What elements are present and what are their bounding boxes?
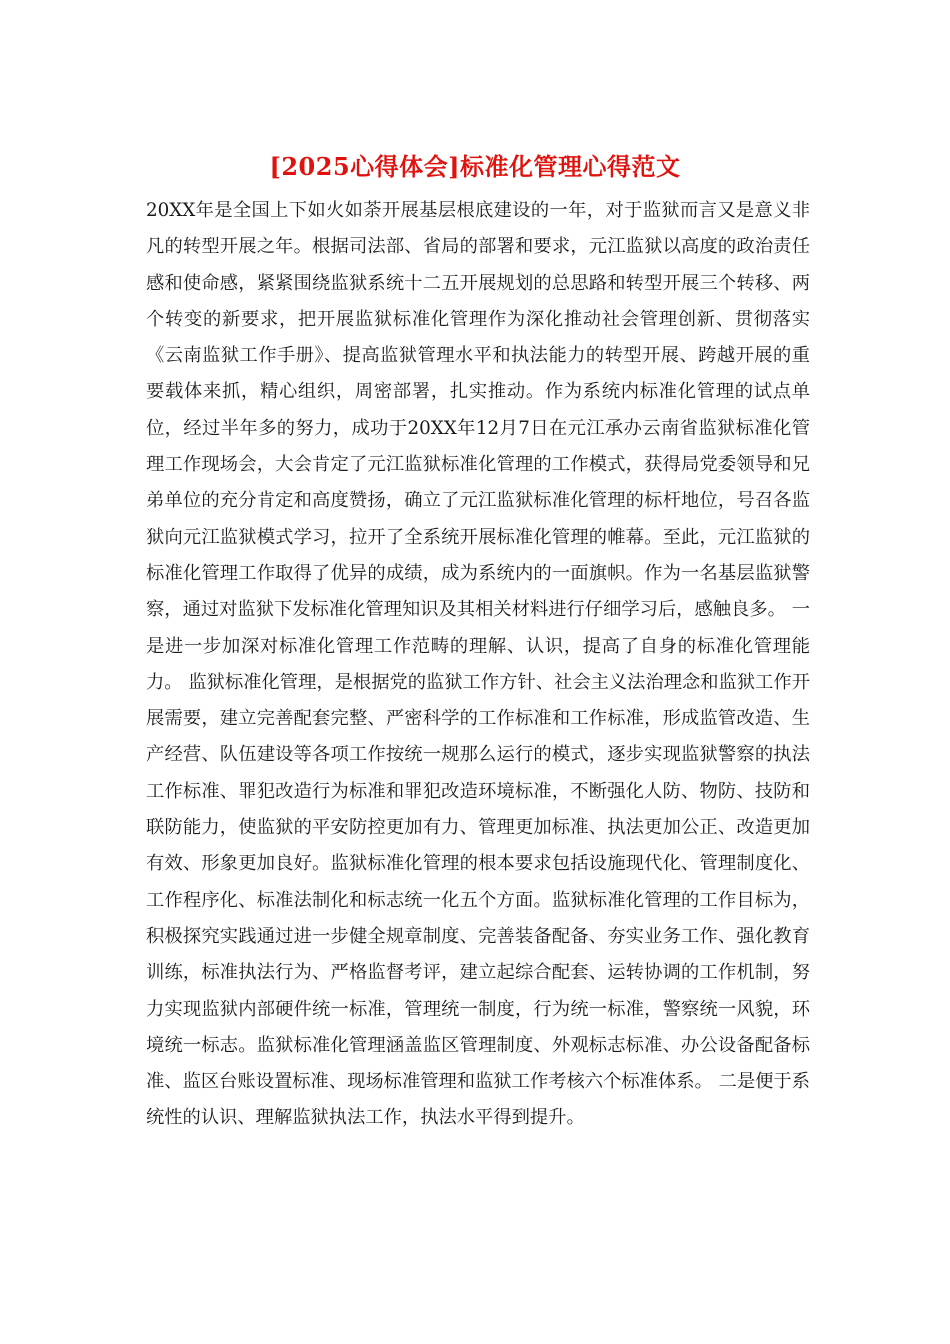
document-body-paragraph: 20XX年是全国上下如火如荼开展基层根底建设的一年，对于监狱而言又是意义非凡的转型开展之年。根据司法部、省局的部署和要求，元江监狱以高度的政治责任感和使命感，紧紧围绕监狱系统十二五开展规划的总思路和转型开展三个转移、两个转变的新要求，把开展监狱标准化管理作为深化推动社会管理创新、贯彻落实《云南监狱工作手册》、提高监狱管理水平和执法能力的转型开展、跨越开展的重要载体来抓，精心组织，周密部署，扎实推动。作为系统内标准化管理的试点单位，经过半年多的努力，成功于20XX年12月7日在元江承办云南省监狱标准化管理工作现场会，大会肯定了元江监狱标准化管理的工作模式，获得局党委领导和兄弟单位的充分肯定和高度赞扬，确立了元江监狱标准化管理的标杆地位，号召各监狱向元江监狱模式学习，拉开了全系统开展标准化管理的帷幕。至此，元江监狱的标准化管理工作取得了优异的成绩，成为系统内的一面旗帜。作为一名基层监狱警察，通过对监狱下发标准化管理知识及其相关材料进行仔细学习后，感触良多。 一是进一步加深对标准化管理工作范畴的理解、认识，提高了自身的标准化管理能力。 监狱标准化管理，是根据党的监狱工作方针、社会主义法治理念和监狱工作开展需要，建立完善配套完整、严密科学的工作标准和工作标准，形成监管改造、生产经营、队伍建设等各项工作按统一规那么运行的模式，逐步实现监狱警察的执法工作标准、罪犯改造行为标准和罪犯改造环境标准，不断强化人防、物防、技防和联防能力，使监狱的平安防控更加有力、管理更加标准、执法更加公正、改造更加有效、形象更加良好。监狱标准化管理的根本要求包括设施现代化、管理制度化、工作程序化、标准法制化和标志统一化五个方面。监狱标准化管理的工作目标为，积极探究实践通过进一步健全规章制度、完善装备配备、夯实业务工作、强化教育训练，标准执法行为、严格监督考评，建立起综合配套、运转协调的工作机制，努力实现监狱内部硬件统一标准，管理统一制度，行为统一标准，警察统一风貌，环境统一标志。监狱标准化管理涵盖监区管理制度、外观标志标准、办公设备配备标准、监区台账设置标准、现场标准管理和监狱工作考核六个标准体系。 二是便于系统性的认识、理解监狱执法工作，执法水平得到提升。: [146, 200, 810, 1129]
document-title: [2025心得体会]标准化管理心得范文: [269, 152, 681, 181]
